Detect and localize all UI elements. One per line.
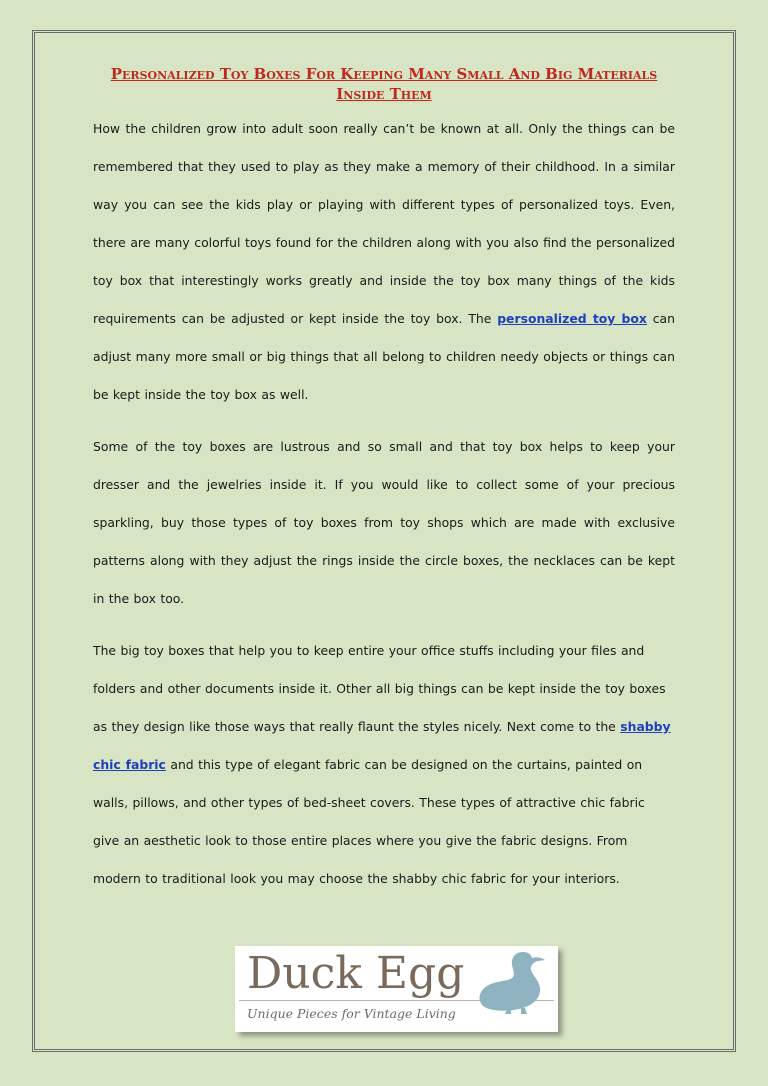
paragraph-3-text-before: The big toy boxes that help you to keep entire your office stuffs including your files and folders and other documents inside it. Other all big things can be kept inside the toy boxes as they design like those ways that really flaunt the styles nicely. Next come to the — [93, 643, 666, 734]
paragraph-1 — [93, 110, 675, 414]
logo-tagline: Unique Pieces for Vintage Living — [247, 1006, 456, 1021]
paragraph-1-text-after: can adjust many more small or big things that all belong to children needy objects or things can be kept inside the toy box as well. — [93, 311, 675, 402]
document-body — [93, 64, 675, 912]
personalized-toy-box-link[interactable]: personalized toy box — [497, 311, 647, 326]
duck-icon — [471, 948, 555, 1014]
duck-egg-logo — [235, 946, 558, 1032]
document-title: Personalized Toy Boxes For Keeping Many Small And Big Materials Inside Them — [110, 65, 658, 103]
paragraph-3-text-after: and this type of elegant fabric can be designed on the curtains, painted on walls, pillows, and other types of bed-sheet covers. These types of attractive chic fabric give an aesthetic look to those entire places where you give the fabric designs. From modern to traditional look you may choose the shabby chic fabric for your interiors. — [93, 757, 645, 886]
paragraph-3 — [93, 632, 675, 898]
shabby-chic-fabric-link[interactable]: shabby chic fabric — [93, 719, 671, 772]
paragraph-1-text-before: How the children grow into adult soon really can’t be known at all. Only the things can be remembered that they used to play as they make a memory of their childhood. In a similar way you can see the kids play or playing with different types of personalized toys. Even, there are many colorful toys found for the children along with you also find the personalized toy box that interestingly works greatly and inside the toy box many things of the kids requirements can be adjusted or kept inside the toy box. The — [93, 121, 675, 326]
logo-name: Duck Egg — [247, 948, 465, 999]
paragraph-2: Some of the toy boxes are lustrous and so small and that toy box helps to keep your dresser and the jewelries inside it. If you would like to collect some of your precious sparkling, buy those types of toy boxes from toy shops which are made with exclusive patterns along with they adjust the rings inside the circle boxes, the necklaces can be kept in the box too. — [93, 439, 675, 606]
